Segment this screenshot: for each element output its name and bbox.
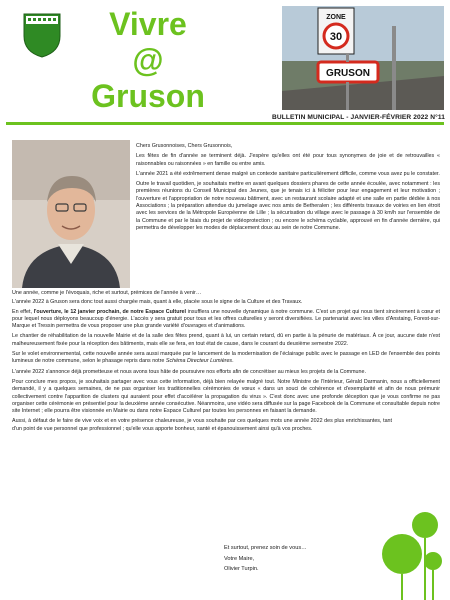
decor-stem-1 — [401, 574, 403, 600]
letter-paragraph-9: L'année 2022 s'annonce déjà prometteuse et nous avons tous hâte de poursuivre nos efforts afin de concrétiser au mieux les projets de la Commune. — [12, 368, 366, 375]
decor-circle-large — [382, 534, 422, 574]
letter-greeting: Chers Grusonnoises, Chers Grusonnois, — [136, 143, 233, 149]
road-sign-photo — [282, 6, 444, 110]
header-divider — [6, 122, 444, 125]
letter-paragraph-10: Pour conclure mes propos, je souhaitais partager avec vous cette information, déjà bien relayée malgré tout. Notre Ministre de l'Intérieur, Gérald Darmanin, nous a officiellement demandé, il y a quelques semaines, de ne pas organiser les traditionnelles cérémonies de vœux « dans un souci de cohérence et d'exemplarité et afin de nous prémunir collectivement contre l'apparition de clusters qui auraient pour effet d'accélérer la propagation du virus ». C'est donc avec une profonde déception que je vous confirme ne pas organiser cette cérémonie en présentiel pour la deuxième année consécutive. Néanmoins, une vidéo sera diffusée sur la page Facebook de la Commune et consultable depuis notre site Internet ; elle pourra être visionnée en Mairie ou dans notre Espace Culturel par toutes les personnes en faisant la demande. — [12, 378, 440, 415]
signature-closing: Et surtout, prenez soin de vous… — [224, 545, 307, 551]
signature-name: Olivier Turpin. — [224, 566, 259, 572]
letter-body — [12, 290, 440, 433]
decor-circle-medium — [412, 512, 438, 538]
letter-paragraph-6 — [12, 309, 440, 331]
title-vivre: Vivre — [109, 6, 187, 42]
signature-title: Votre Maire, — [224, 555, 255, 562]
letter-paragraph-5: L'année 2022 à Gruson sera donc tout aussi chargée mais, quant à elle, placée sous le signe de la Culture et des Travaux. — [12, 299, 303, 306]
p8-end: . — [232, 358, 234, 365]
letter-intro — [136, 143, 440, 232]
letter-paragraph-4: Une année, comme je l'évoquais, riche et surtout, prémices de l'année à venir… — [12, 290, 202, 296]
mayor-portrait — [12, 140, 130, 288]
p8-lead: Sur le volet environnemental, cette nouvelle année sera aussi marquée par le lancement de la modernisation de l'éclairage public avec le passage en LED de l'ensemble des points lumineux de notre commune, selon le phasage repris dans notre — [12, 351, 440, 365]
sign-town-text: GRUSON — [326, 68, 370, 79]
p6-highlight: l'ouverture, le 12 janvier prochain, de notre Espace Culturel — [33, 308, 186, 315]
sign-limit-text: 30 — [329, 31, 343, 43]
sign-zone-text: ZONE — [326, 14, 346, 21]
title-at: @ — [132, 42, 164, 78]
letter-paragraph-1: Les fêtes de fin d'année se terminent déjà. J'espère qu'elles ont été pour tous synonymes de joie et de retrouvailles « raisonnables ou raisonnées » en famille ou entre amis. — [136, 153, 440, 167]
signature-block — [224, 543, 374, 575]
decor-stem-3 — [432, 570, 434, 600]
letter-paragraph-7: Le chantier de réhabilitation de la nouvelle Mairie et de la salle des fêtes prend, quant à lui, un certain retard, dû en partie à la pénurie de matériaux. À ce jour, aucune date n'est malheureusement fixée pour la réception des bâtiments, mais elle se fera, en tout état de cause, dans le courant du deuxième semestre 2022. — [12, 333, 440, 347]
decor-circle-small — [424, 552, 442, 570]
p6-lead: En effet, — [12, 308, 34, 315]
letter-paragraph-11: Aussi, à défaut de le faire de vive voix et en votre présence chaleureuse, je vous souhaite par ces quelques mots une année 2022 des plus enrichissantes, tant d'un point de vue personnel que professionnel ; qu'elle vous apporte bonheur, santé et épanouissement ainsi qu'à vos proches. — [12, 418, 392, 432]
town-crest-logo — [22, 12, 62, 58]
letter-paragraph-2: L'année 2021 a été extrêmement dense malgré un contexte sanitaire particulièrement difficile, comme vous avez pu le constater. — [136, 170, 440, 177]
letter-paragraph-8 — [12, 351, 440, 366]
title-gruson: Gruson — [91, 78, 205, 114]
bulletin-info: BULLETIN MUNICIPAL - JANVIER-FÉVRIER 2022 N°11 — [272, 114, 445, 121]
decor-stem-2 — [424, 538, 426, 600]
letter-paragraph-3: Outre le travail quotidien, je souhaitais mettre en avant quelques dossiers phares de cette année écoulée, avec notamment : les premières réunions du Conseil Municipal des Jeunes, que je tenais ici à féliciter pour leur engagement et leur motivation ; l'ouverture et l'appropriation de notre nouveau bâtiment, avec un restaurant scolaire adapté et une salle en partie dédiée à nos Associations ; la préparation attendue du jumelage avec nos amis de Betheralen ; les différents travaux de voiries en lien étroit avec les services de la Métropole Européenne de Lille ; la sécurisation du village avec le passage à 30 km/h sur l'ensemble de la Commune et par le biais du projet de vidéoprotection ; ou encore le schéma cyclable, approuvé en fin d'année dernière, qui permettra de développer les modes de déplacement doux au sein de notre Commune. — [136, 181, 440, 231]
p6-rest: insufflera une nouvelle dynamique à notre commune. C'est un projet qui nous tient sincèrement à cœur et pour lequel nous déployons beaucoup d'énergie. L'accès y sera gratuit pour tous et les offres culturelles y seront diversifiées. Le partenariat avec les villes d'Anstaing, Forest-sur-Marque et Tressin permettra de vous proposer une plus grande variété d'ouvrages et d'animations. — [12, 308, 440, 330]
p8-italic: Schéma Directeur Lumières — [165, 358, 233, 365]
